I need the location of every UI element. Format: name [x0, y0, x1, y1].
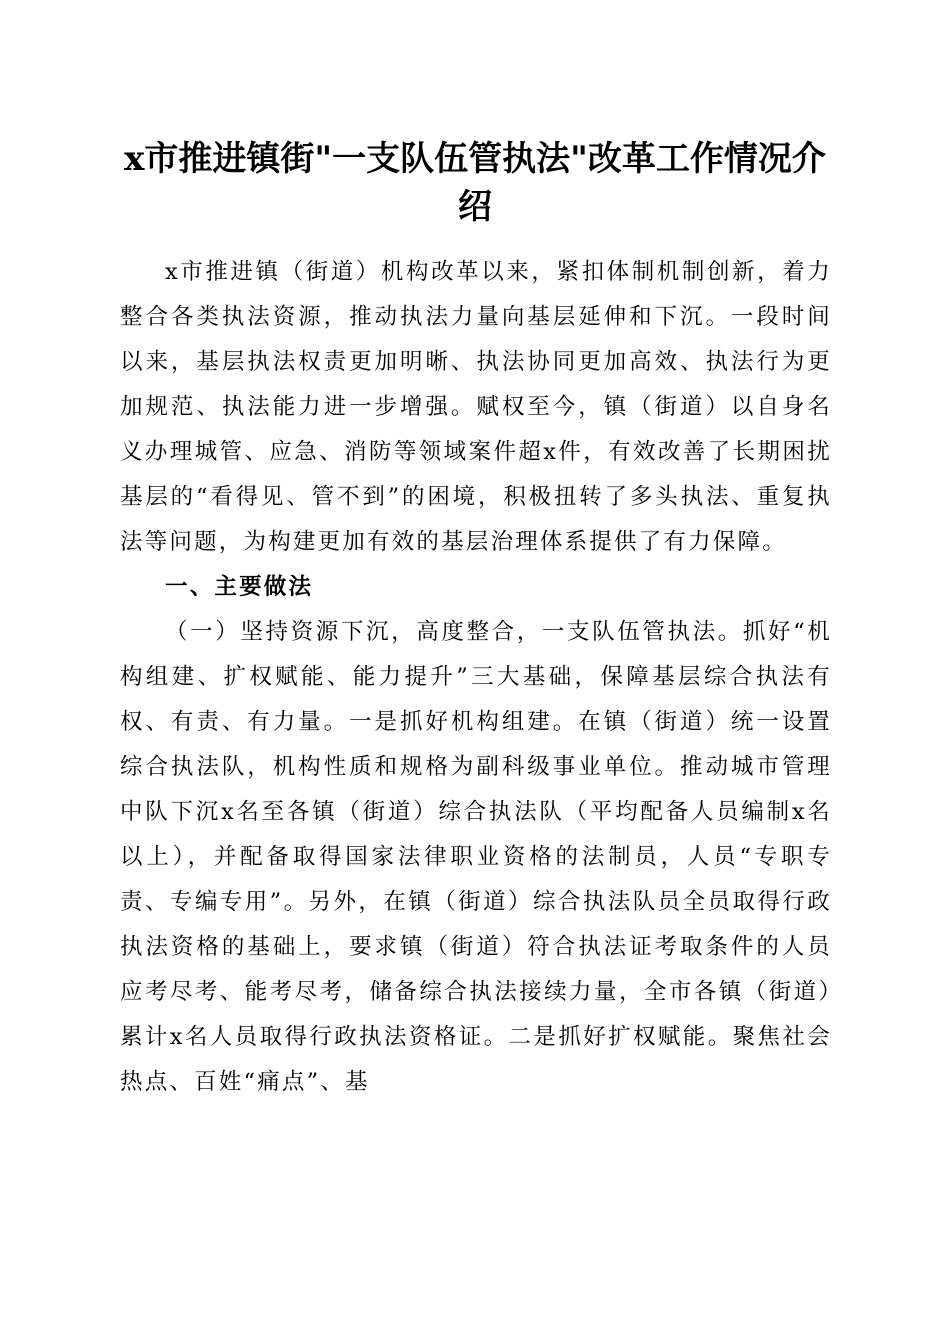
subsection-body: 抓好“机构组建、扩权赋能、能力提升”三大基础，保障基层综合执法有权、有责、有力量。一是抓好机构组建。在镇（街道）统一设置综合执法队，机构性质和规格为副科级事业单位。推动城市管理中队下沉x名至各镇（街道）综合执法队（平均配备人员编制x名以上），并配备取得国家法律职业资格的法制员，人员“专职专责、专编专用”。另外，在镇（街道）综合执法队员全员取得行政执法资格的基础上，要求镇（街道）符合执法证考取条件的人员应考尽考、能考尽考，储备综合执法接续力量，全市各镇（街道）累计x名人员取得行政执法资格证。二是抓好扩权赋能。聚焦社会热点、百姓“痛点”、基	[120, 619, 832, 1095]
intro-paragraph: x市推进镇（街道）机构改革以来，紧扣体制机制创新，着力整合各类执法资源，推动执法力量向基层延伸和下沉。一段时间以来，基层执法权责更加明晰、执法协同更加高效、执法行为更加规范、执法能力进一步增强。赋权至今，镇（街道）以自身名义办理城管、应急、消防等领域案件超x件，有效改善了长期困扰基层的“看得见、管不到”的困境，积极扭转了多头执法、重复执法等问题，为构建更加有效的基层治理体系提供了有力保障。	[120, 259, 832, 555]
document-title: x市推进镇街"一支队伍管执法"改革工作情况介绍	[124, 139, 826, 227]
subsection-lead: （一）坚持资源下沉，高度整合，一支队伍管执法。	[165, 619, 743, 645]
subsection-paragraph	[120, 610, 832, 1105]
section-heading: 一、主要做法	[165, 574, 314, 600]
document-body	[120, 250, 832, 1105]
